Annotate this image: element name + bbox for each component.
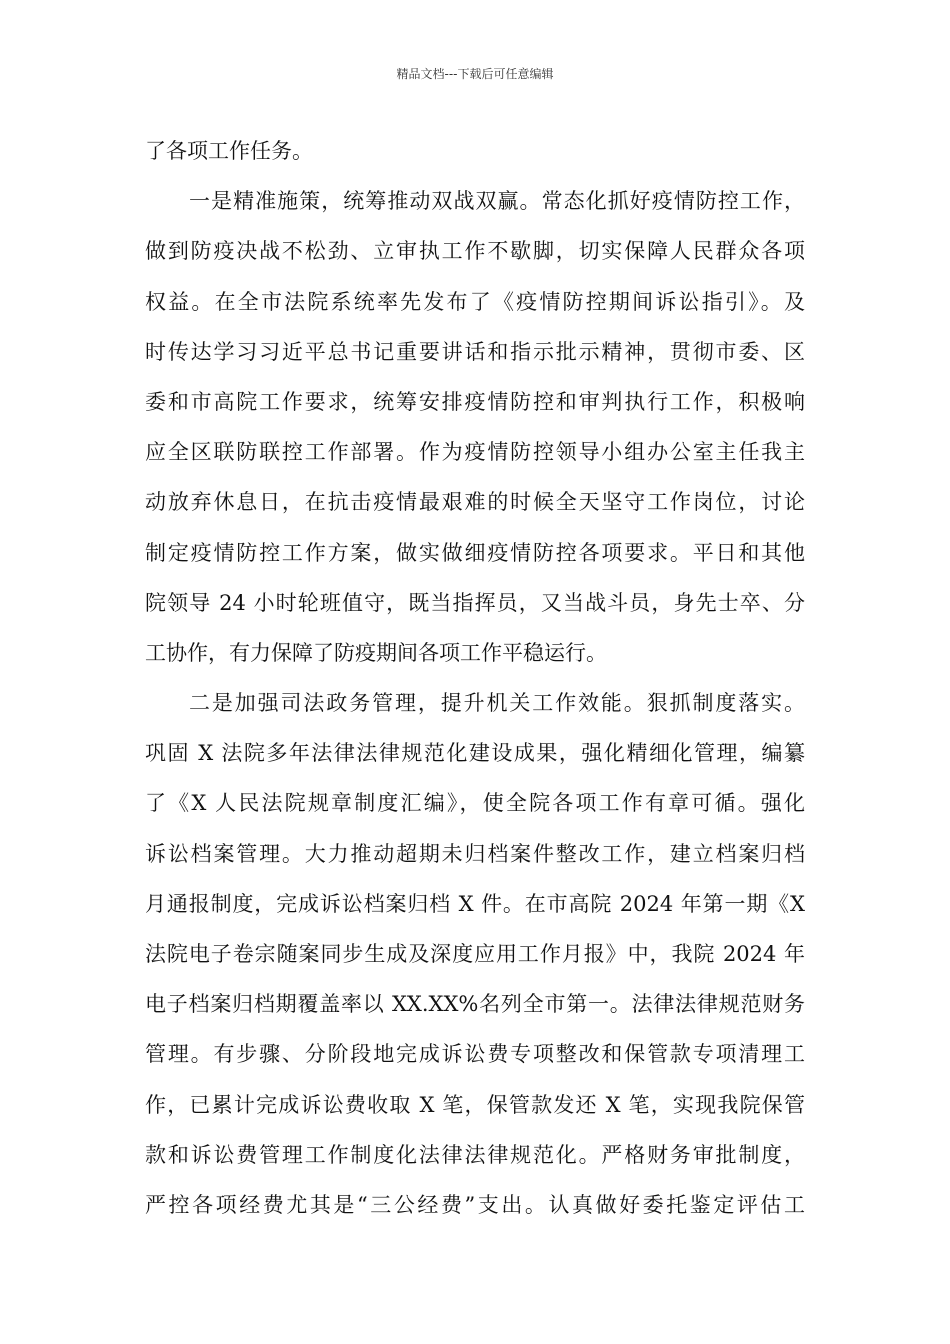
text-line: 电子档案归档期覆盖率以 XX.XX%名列全市第一。法律法律规范财务	[145, 992, 805, 1017]
text-line: 权益。在全市法院系统率先发布了《疫情防控期间诉讼指引》。及	[145, 289, 805, 314]
document-body	[145, 126, 805, 1230]
text-line: 了各项工作任务。	[145, 139, 313, 163]
text-line: 严控各项经费尤其是“三公经费”支出。认真做好委托鉴定评估工	[145, 1192, 805, 1217]
text-line: 一是精准施策，统筹推动双战双赢。常态化抓好疫情防控工作，	[189, 189, 805, 214]
text-line: 作，已累计完成诉讼费收取 X 笔，保管款发还 X 笔，实现我院保管	[145, 1092, 805, 1117]
text-line: 时传达学习习近平总书记重要讲话和指示批示精神，贯彻市委、区	[145, 339, 805, 364]
text-line: 院领导 24 小时轮班值守，既当指挥员，又当战斗员，身先士卒、分	[145, 590, 805, 615]
text-line: 了《X 人民法院规章制度汇编》，使全院各项工作有章可循。强化	[145, 791, 805, 816]
text-line: 管理。有步骤、分阶段地完成诉讼费专项整改和保管款专项清理工	[145, 1042, 805, 1067]
text-line: 诉讼档案管理。大力推动超期未归档案件整改工作，建立档案归档	[145, 841, 805, 866]
text-line: 法院电子卷宗随案同步生成及深度应用工作月报》中，我院 2024 年	[145, 942, 805, 966]
text-line: 动放弃休息日，在抗击疫情最艰难的时候全天坚守工作岗位，讨论	[145, 490, 805, 515]
text-line: 委和市高院工作要求，统筹安排疫情防控和审判执行工作，积极响	[145, 389, 805, 414]
text-line: 工协作，有力保障了防疫期间各项工作平稳运行。	[145, 640, 607, 665]
text-line: 制定疫情防控工作方案，做实做细疫情防控各项要求。平日和其他	[145, 540, 805, 565]
text-line: 巩固 X 法院多年法律法律规范化建设成果，强化精细化管理，编纂	[145, 741, 805, 766]
text-line: 月通报制度，完成诉讼档案归档 X 件。在市高院 2024 年第一期《X	[145, 891, 805, 916]
text-line: 款和诉讼费管理工作制度化法律法律规范化。严格财务审批制度，	[145, 1142, 805, 1167]
text-line: 二是加强司法政务管理，提升机关工作效能。狠抓制度落实。	[189, 691, 805, 716]
text-line: 做到防疫决战不松劲、立审执工作不歇脚，切实保障人民群众各项	[145, 239, 805, 264]
page-header: 精品文档---下载后可任意编辑	[396, 67, 554, 81]
text-line: 应全区联防联控工作部署。作为疫情防控领导小组办公室主任我主	[145, 440, 805, 465]
